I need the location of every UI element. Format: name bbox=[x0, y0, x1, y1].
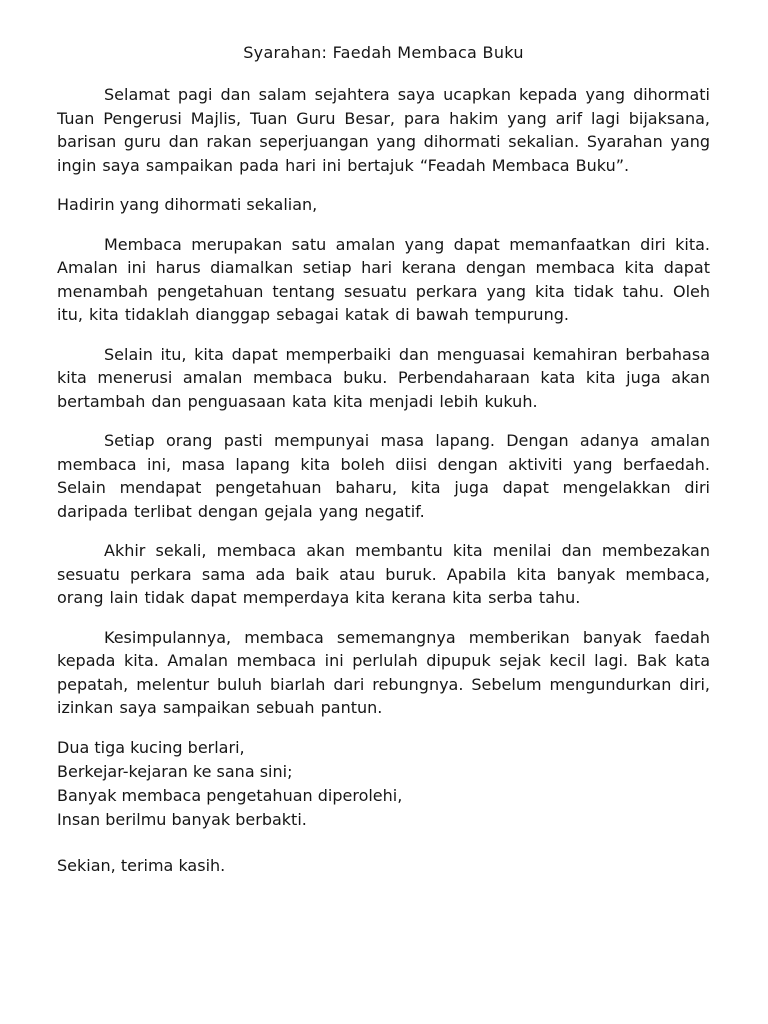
pantun-stanza bbox=[57, 736, 710, 832]
salutation-line: Hadirin yang dihormati sekalian, bbox=[57, 195, 318, 214]
paragraph-body-4: Akhir sekali, membaca akan membantu kita menilai dan membezakan sesuatu perkara sama ada baik atau buruk. Apabila kita banyak membaca, orang lain tidak dapat memperdaya kita kerana kita serba tahu. bbox=[57, 541, 710, 607]
closing-line: Sekian, terima kasih. bbox=[57, 855, 226, 875]
pantun-line-3: Banyak membaca pengetahuan diperolehi, bbox=[57, 785, 403, 805]
paragraph-body-2: Selain itu, kita dapat memperbaiki dan menguasai kemahiran berbahasa kita menerusi amalan membaca buku. Perbendaharaan kata kita juga akan bertambah dan penguasaan kata kita menjadi lebih kukuh. bbox=[57, 344, 710, 411]
paragraph-introduction: Selamat pagi dan salam sejahtera saya ucapkan kepada yang dihormati Tuan Pengerusi Majlis, Tuan Guru Besar, para hakim yang arif lagi bijaksana, barisan guru dan rakan seperjuangan yang dihormati sekalian. Syarahan yang ingin saya sampaikan pada hari ini bertajuk “Feadah Membaca Buku”. bbox=[57, 85, 710, 175]
pantun-line-4: Insan berilmu banyak berbakti. bbox=[57, 809, 307, 829]
pantun-line-1: Dua tiga kucing berlari, bbox=[57, 737, 245, 757]
paragraph-conclusion: Kesimpulannya, membaca sememangnya memberikan banyak faedah kepada kita. Amalan membaca ini perlulah dipupuk sejak kecil lagi. Bak kata pepatah, melentur buluh biarlah dari rebungnya. Sebelum mengundurkan diri, izinkan saya sampaikan sebuah pantun. bbox=[57, 627, 710, 717]
pantun-line-2: Berkejar-kejaran ke sana sini; bbox=[57, 761, 293, 781]
paragraph-body-1: Membaca merupakan satu amalan yang dapat memanfaatkan diri kita. Amalan ini harus diamalkan setiap hari kerana dengan membaca kita dapat menambah pengetahuan tentang sesuatu perkara yang kita tidak tahu. Oleh itu, kita tidaklah dianggap sebagai katak di bawah tempurung. bbox=[57, 234, 710, 324]
document-title: Syarahan: Faedah Membaca Buku bbox=[243, 43, 524, 62]
paragraph-body-3: Setiap orang pasti mempunyai masa lapang. Dengan adanya amalan membaca ini, masa lapang kita boleh diisi dengan aktiviti yang berfaedah. Selain mendapat pengetahuan baharu, kita juga dapat mengelakkan diri daripada terlibat dengan gejala yang negatif. bbox=[57, 431, 710, 521]
